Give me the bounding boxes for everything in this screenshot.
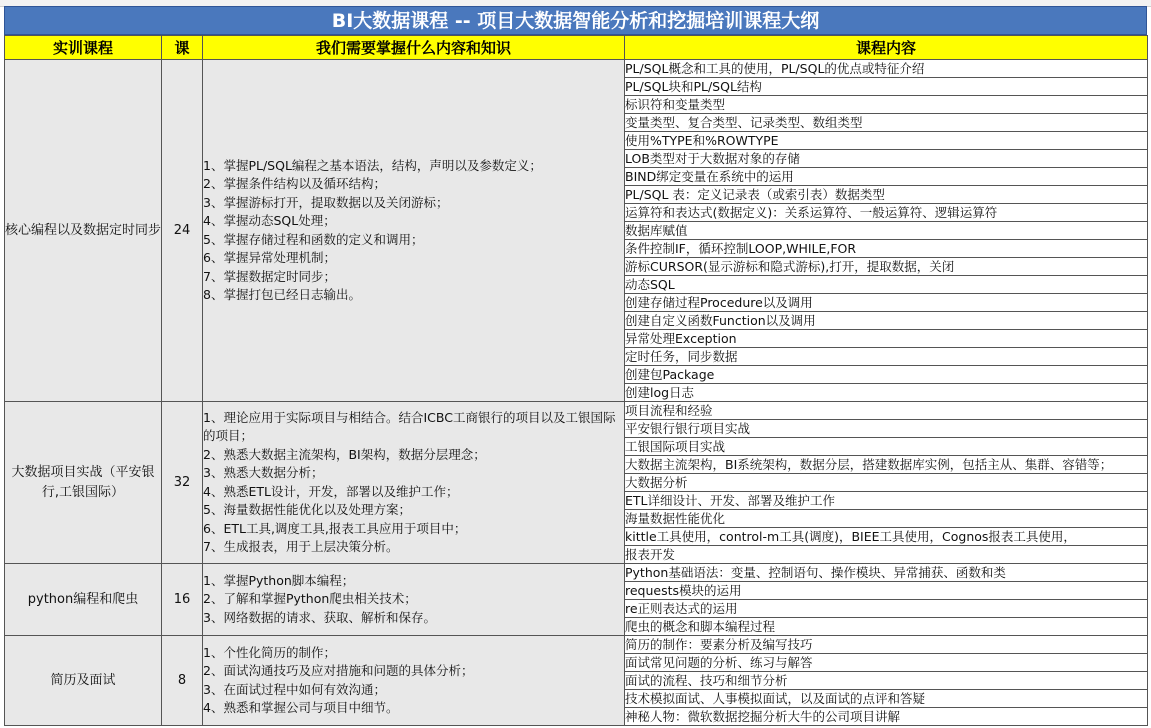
content-item-cell[interactable]: 大数据分析 — [625, 474, 1148, 492]
content-item-cell[interactable]: 标识符和变量类型 — [625, 96, 1148, 114]
goal-line: 2、面试沟通技巧及应对措施和问题的具体分析； — [203, 663, 474, 678]
goal-line: 1、掌握PL/SQL编程之基本语法，结构，声明以及参数定义； — [203, 157, 542, 173]
content-item-cell[interactable]: 报表开发 — [625, 546, 1148, 564]
goal-line: 4、熟悉和掌握公司与项目中细节。 — [203, 700, 399, 715]
table-row — [5, 564, 1148, 582]
course-name-cell[interactable]: 核心编程以及数据定时同步 — [5, 60, 162, 402]
content-item-cell[interactable]: 技术模拟面试、人事模拟面试，以及面试的点评和答疑 — [625, 690, 1148, 708]
goal-line: 3、掌握游标打开，提取数据以及关闭游标； — [203, 194, 449, 210]
content-item-cell[interactable]: 神秘人物：微软数据挖掘分析大牛的公司项目讲解 — [625, 708, 1148, 726]
content-item-cell[interactable]: 简历的制作：要素分析及编写技巧 — [625, 636, 1148, 654]
goal-line: 5、掌握存储过程和函数的定义和调用； — [203, 231, 424, 247]
goal-line: 7、掌握数据定时同步； — [203, 268, 336, 284]
goal-line: 3、网络数据的请求、获取、解析和保存。 — [203, 609, 436, 625]
content-item-cell[interactable]: 爬虫的概念和脚本编程过程 — [625, 618, 1148, 636]
content-item-cell[interactable]: 数据库赋值 — [625, 222, 1148, 240]
content-item-cell[interactable]: kittle工具使用，control-m工具(调度)，BIEE工具使用，Cognos报表工具使用， — [625, 528, 1148, 546]
course-name-cell[interactable]: 简历及面试 — [5, 636, 162, 726]
table-row — [5, 402, 1148, 420]
goal-line: 4、掌握动态SQL处理； — [203, 213, 336, 228]
goal-line: 8、掌握打包已经日志输出。 — [203, 287, 361, 302]
course-goals-cell[interactable] — [203, 402, 625, 564]
content-item-cell[interactable]: PL/SQL概念和工具的使用，PL/SQL的优点或特征介绍 — [625, 60, 1148, 78]
header-row — [5, 36, 1148, 60]
content-item-cell[interactable]: requests模块的运用 — [625, 582, 1148, 600]
content-item-cell[interactable]: 面试的流程、技巧和细节分析 — [625, 672, 1148, 690]
content-item-cell[interactable]: 使用%TYPE和%ROWTYPE — [625, 132, 1148, 150]
content-item-cell[interactable]: 运算符和表达式(数据定义)：关系运算符、一般运算符、逻辑运算符 — [625, 204, 1148, 222]
content-item-cell[interactable]: ETL详细设计、开发、部署及维护工作 — [625, 492, 1148, 510]
content-item-cell[interactable]: BIND绑定变量在系统中的运用 — [625, 168, 1148, 186]
content-item-cell[interactable]: 异常处理Exception — [625, 330, 1148, 348]
course-goals-cell[interactable] — [203, 60, 625, 402]
course-hours-cell[interactable]: 16 — [162, 564, 203, 636]
course-name-cell[interactable]: python编程和爬虫 — [5, 564, 162, 636]
header-goals[interactable]: 我们需要掌握什么内容和知识 — [203, 36, 625, 60]
course-hours-cell[interactable]: 24 — [162, 60, 203, 402]
goal-line: 1、个性化简历的制作； — [203, 644, 336, 660]
content-item-cell[interactable]: PL/SQL 表：定义记录表（或索引表）数据类型 — [625, 186, 1148, 204]
goal-line: 5、海量数据性能优化以及处理方案； — [203, 502, 411, 517]
content-item-cell[interactable]: 创建自定义函数Function以及调用 — [625, 312, 1148, 330]
content-item-cell[interactable]: 创建log日志 — [625, 384, 1148, 402]
course-hours-cell[interactable]: 8 — [162, 636, 203, 726]
content-item-cell[interactable]: 工银国际项目实战 — [625, 438, 1148, 456]
goal-line: 3、熟悉大数据分析； — [203, 465, 324, 480]
course-goals-cell[interactable] — [203, 564, 625, 636]
header-hours[interactable]: 课 — [162, 36, 203, 60]
content-item-cell[interactable]: LOB类型对于大数据对象的存储 — [625, 150, 1148, 168]
course-hours-cell[interactable]: 32 — [162, 402, 203, 564]
table-row — [5, 60, 1148, 78]
content-item-cell[interactable]: re正则表达式的运用 — [625, 600, 1148, 618]
content-item-cell[interactable]: 创建存储过程Procedure以及调用 — [625, 294, 1148, 312]
content-item-cell[interactable]: PL/SQL块和PL/SQL结构 — [625, 78, 1148, 96]
content-item-cell[interactable]: 动态SQL — [625, 276, 1148, 294]
page-title[interactable]: BI大数据课程 -- 项目大数据智能分析和挖掘培训课程大纲 — [4, 6, 1147, 35]
content-item-cell[interactable]: 平安银行银行项目实战 — [625, 420, 1148, 438]
goal-line: 6、ETL工具,调度工具,报表工具应用于项目中； — [203, 520, 467, 536]
goal-line: 2、了解和掌握Python爬虫相关技术； — [203, 591, 417, 607]
header-course[interactable]: 实训课程 — [5, 36, 162, 60]
content-item-cell[interactable]: 大数据主流架构，BI系统架构，数据分层，搭建数据库实例，包括主从、集群、容错等； — [625, 456, 1148, 474]
goal-line: 1、理论应用于实际项目与相结合。结合ICBC工商银行的项目以及工银国际的项目； — [203, 409, 616, 443]
content-item-cell[interactable]: 变量类型、复合类型、记录类型、数组类型 — [625, 114, 1148, 132]
goal-line: 2、熟悉大数据主流架构，BI架构，数据分层理念； — [203, 446, 486, 462]
content-item-cell[interactable]: 海量数据性能优化 — [625, 510, 1148, 528]
goal-line: 1、掌握Python脚本编程； — [203, 572, 355, 588]
course-outline-table — [4, 35, 1148, 726]
content-item-cell[interactable]: 定时任务，同步数据 — [625, 348, 1148, 366]
goal-line: 4、熟悉ETL设计，开发，部署以及维护工作； — [203, 483, 459, 499]
goal-line: 2、掌握条件结构以及循环结构； — [203, 176, 386, 191]
course-name-cell[interactable]: 大数据项目实战（平安银行,工银国际） — [5, 402, 162, 564]
table-row — [5, 636, 1148, 654]
goal-line: 3、在面试过程中如何有效沟通； — [203, 681, 386, 697]
goal-line: 7、生成报表，用于上层决策分析。 — [203, 539, 399, 554]
course-goals-cell[interactable] — [203, 636, 625, 726]
content-item-cell[interactable]: 面试常见问题的分析、练习与解答 — [625, 654, 1148, 672]
content-item-cell[interactable]: Python基础语法：变量、控制语句、操作模块、异常捕获、函数和类 — [625, 564, 1148, 582]
goal-line: 6、掌握异常处理机制； — [203, 250, 336, 265]
content-item-cell[interactable]: 项目流程和经验 — [625, 402, 1148, 420]
content-item-cell[interactable]: 条件控制IF，循环控制LOOP,WHILE,FOR — [625, 240, 1148, 258]
content-item-cell[interactable]: 创建包Package — [625, 366, 1148, 384]
header-content[interactable]: 课程内容 — [625, 36, 1148, 60]
table-body — [5, 60, 1148, 726]
content-item-cell[interactable]: 游标CURSOR(显示游标和隐式游标),打开，提取数据，关闭 — [625, 258, 1148, 276]
